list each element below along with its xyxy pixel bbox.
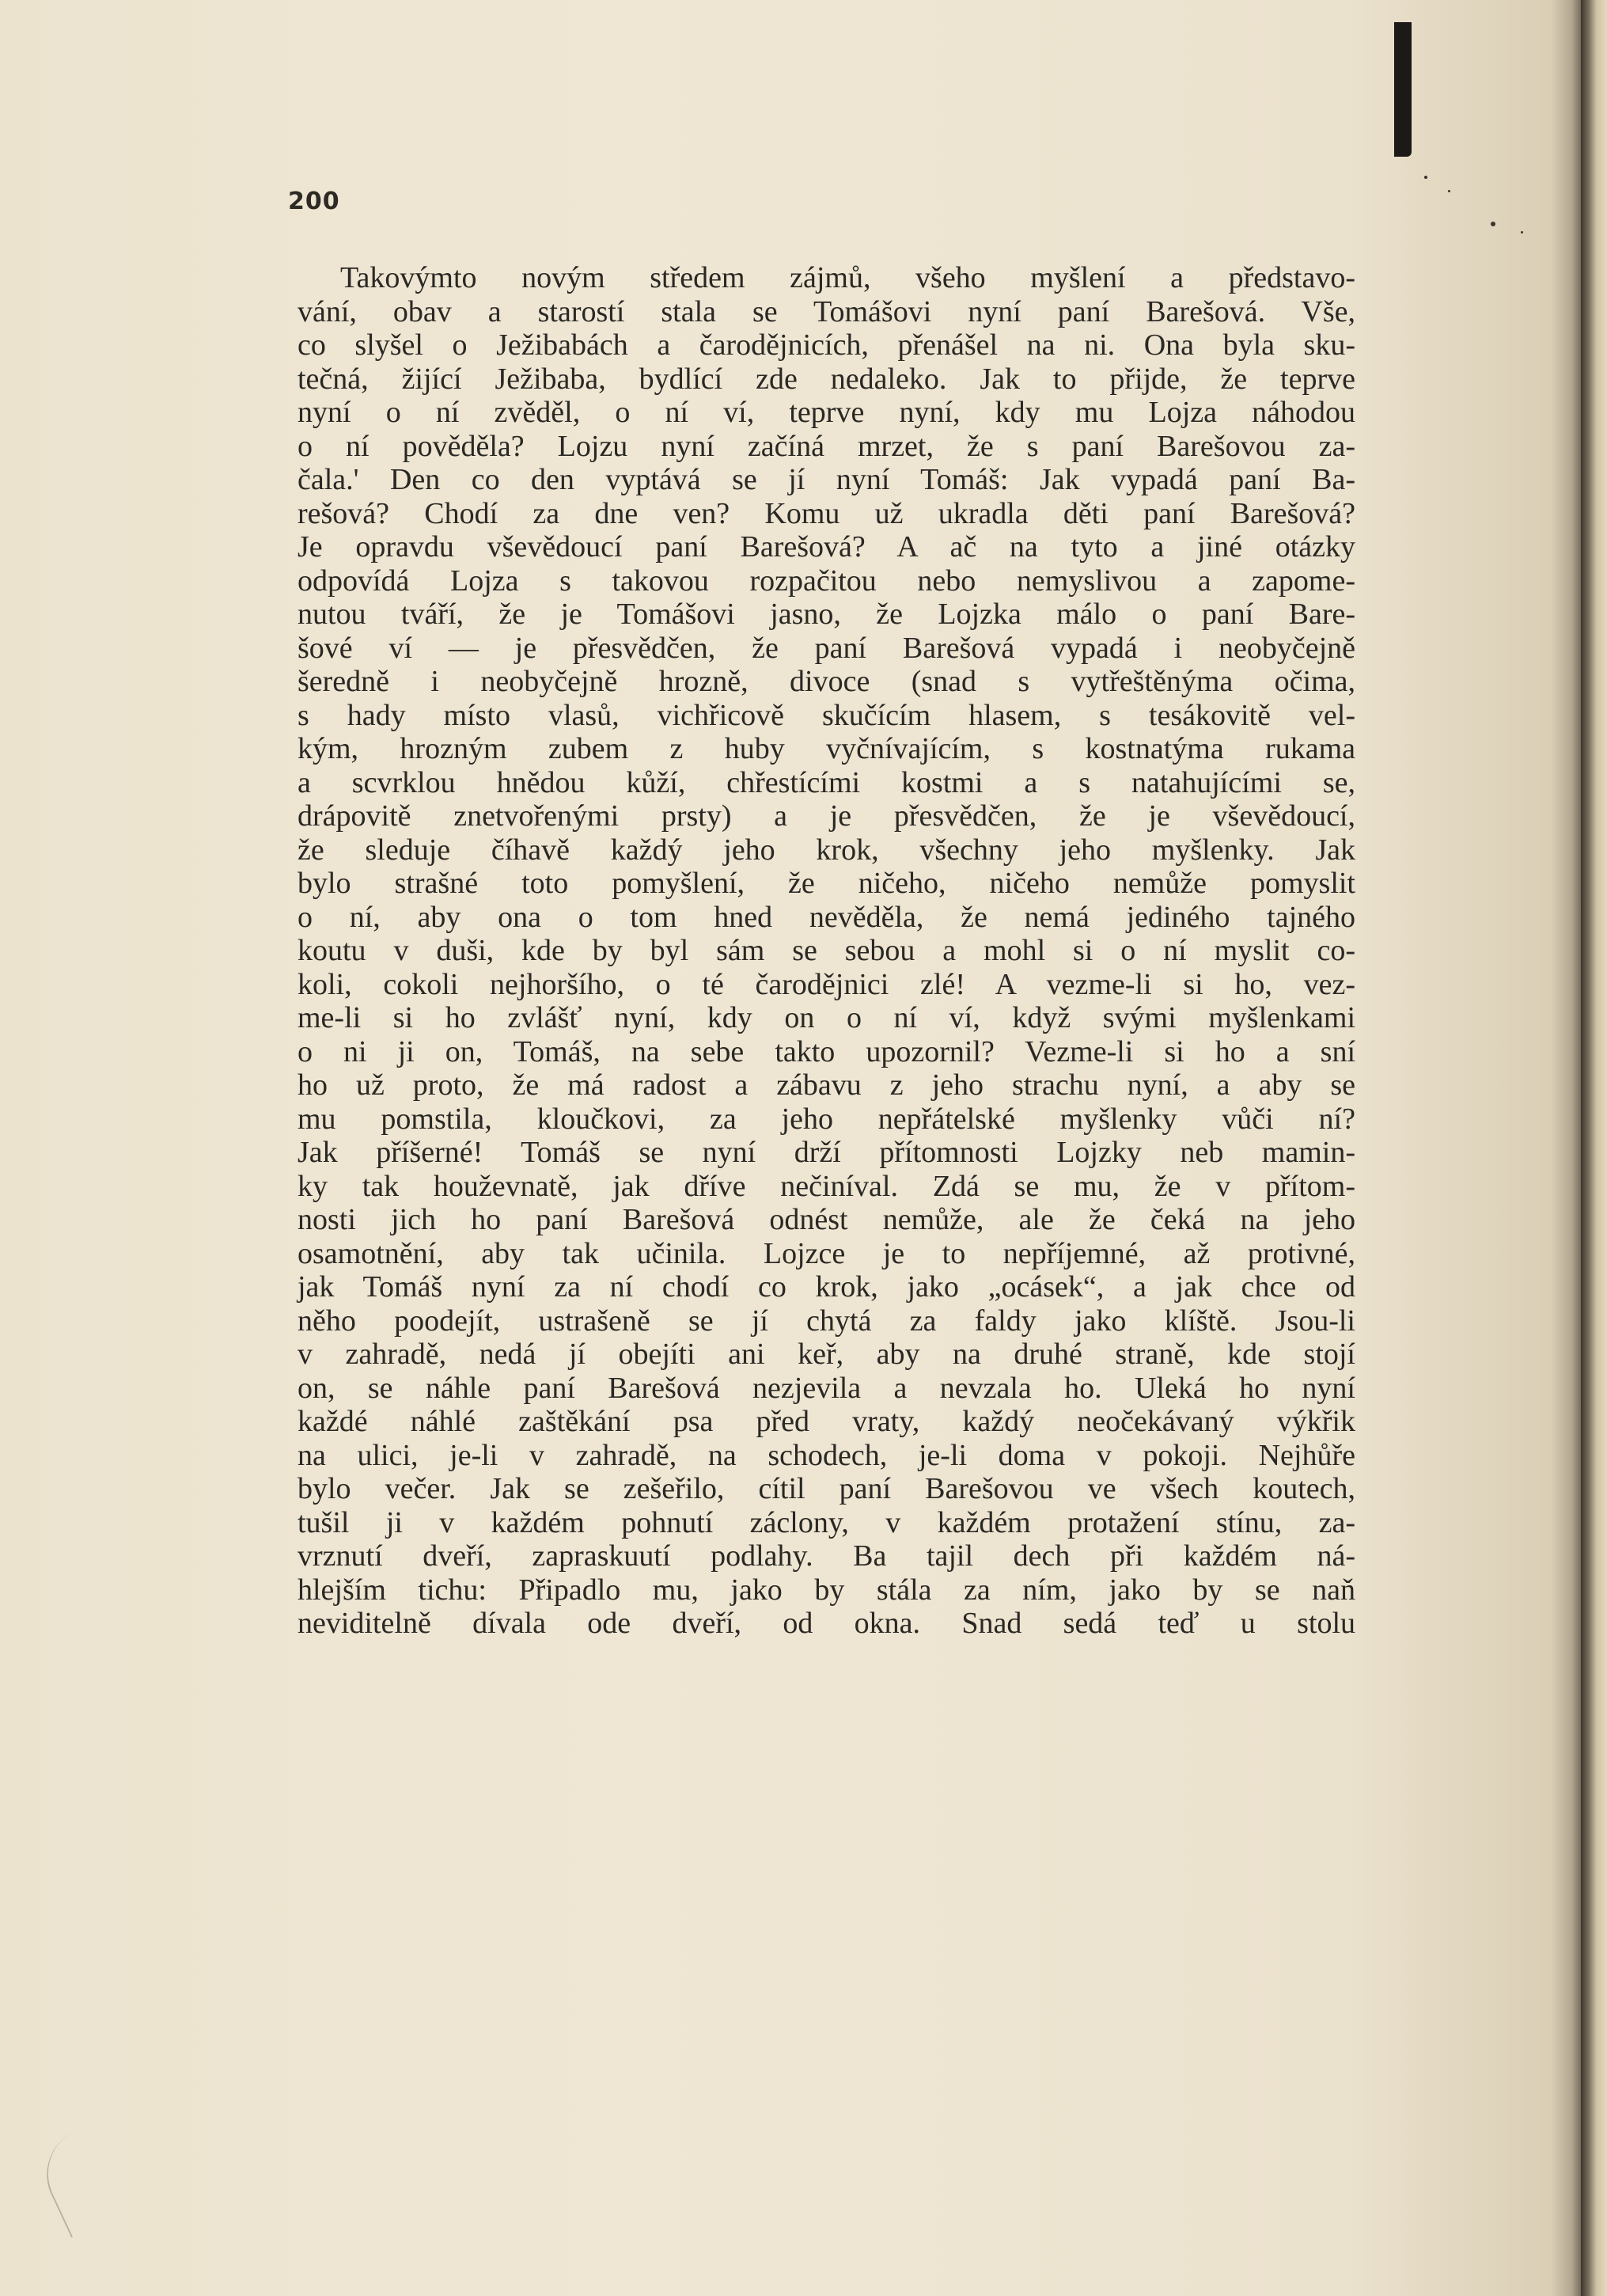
text-line: nosti jich ho paní Barešová odnést nemůže, ale že čeká na jeho: [298, 1203, 1355, 1236]
text-line: že sleduje číhavě každý jeho krok, všechny jeho myšlenky. Jak: [298, 833, 1355, 867]
text-line: tečná, žijící Ježibaba, bydlící zde nedaleko. Jak to přijde, že teprve: [298, 362, 1355, 396]
text-line: tušil ji v každém pohnutí záclony, v každém protažení stínu, za-: [298, 1505, 1355, 1539]
text-line: jak Tomáš nyní za ní chodí co krok, jako „ocásek“, a jak chce od: [298, 1270, 1355, 1304]
text-line: nutou tváří, že je Tomášovi jasno, že Lojzka málo o paní Bare-: [298, 598, 1355, 631]
text-line: na ulici, je-li v zahradě, na schodech, je-li doma v pokoji. Nejhůře: [298, 1438, 1355, 1472]
text-line: on, se náhle paní Barešová nezjevila a nevzala ho. Uleká ho nyní: [298, 1371, 1355, 1405]
page-number: 200: [288, 188, 340, 215]
body-text: [298, 261, 1355, 1641]
text-line: odpovídá Lojza s takovou rozpačitou nebo nemyslivou a zapome-: [298, 564, 1355, 598]
text-line: me-li si ho zvlášť nyní, kdy on o ní ví, když svými myšlenkami: [298, 1001, 1355, 1034]
text-line: ho už proto, že má radost a zábavu z jeho strachu nyní, a aby se: [298, 1068, 1355, 1102]
text-line: hlejším tichu: Připadlo mu, jako by stála za ním, jako by se naň: [298, 1573, 1355, 1607]
text-line: šové ví — je přesvědčen, že paní Barešová vypadá i neobyčejně: [298, 631, 1355, 665]
speck: [1424, 176, 1427, 179]
text-line: co slyšel o Ježibabách a čarodějnicích, přenášel na ni. Ona byla sku-: [298, 328, 1355, 362]
book-gutter: [1581, 0, 1607, 2296]
speck: [1491, 222, 1495, 226]
text-line: o ní, aby ona o tom hned nevěděla, že nemá jediného tajného: [298, 900, 1355, 934]
text-line: vrznutí dveří, zapraskuutí podlahy. Ba tajil dech při každém ná-: [298, 1539, 1355, 1573]
binding-mark: [1394, 22, 1412, 157]
text-line: a scvrklou hnědou kůží, chřestícími kostmi a s natahujícími se,: [298, 765, 1355, 799]
text-line: vání, obav a starostí stala se Tomášovi nyní paní Barešová. Vše,: [298, 294, 1355, 328]
text-line: bylo strašné toto pomyšlení, že ničeho, ničeho nemůže pomyslit: [298, 867, 1355, 900]
text-line: koli, cokoli nejhoršího, o té čarodějnici zlé! A vezme-li si ho, vez-: [298, 967, 1355, 1001]
text-line: osamotnění, aby tak učinila. Lojzce je to nepříjemné, až protivné,: [298, 1236, 1355, 1270]
text-line: něho poodejít, ustrašeně se jí chytá za faldy jako klíště. Jsou-li: [298, 1304, 1355, 1338]
text-line: v zahradě, nedá jí obejíti ani keř, aby na druhé straně, kde stojí: [298, 1338, 1355, 1371]
text-line: neviditelně dívala ode dveří, od okna. Snad sedá teď u stolu: [298, 1607, 1355, 1640]
spine-shadow: [1551, 0, 1581, 2296]
text-line: bylo večer. Jak se zešeřilo, cítil paní Barešovou ve všech koutech,: [298, 1472, 1355, 1505]
text-line: každé náhlé zaštěkání psa před vraty, každý neočekávaný výkřik: [298, 1405, 1355, 1438]
text-line: koutu v duši, kde by byl sám se sebou a mohl si o ní myslit co-: [298, 934, 1355, 967]
text-line: kým, hrozným zubem z huby vyčnívajícím, s kostnatýma rukama: [298, 732, 1355, 765]
speck: [1521, 231, 1523, 233]
text-line: nyní o ní zvěděl, o ní ví, teprve nyní, kdy mu Lojza náhodou: [298, 396, 1355, 429]
text-line: Takovýmto novým středem zájmů, všeho myšlení a představo-: [340, 261, 1355, 294]
text-line: s hady místo vlasů, vichřicově skučícím hlasem, s tesákovitě vel-: [298, 698, 1355, 732]
text-line: Je opravdu vševědoucí paní Barešová? A ač na tyto a jiné otázky: [298, 530, 1355, 564]
text-line: rešová? Chodí za dne ven? Komu už ukradla děti paní Barešová?: [298, 496, 1355, 530]
text-line: drápovitě znetvořenými prsty) a je přesvědčen, že je vševědoucí,: [298, 799, 1355, 833]
text-line: Jak příšerné! Tomáš se nyní drží přítomnosti Lojzky neb mamin-: [298, 1136, 1355, 1169]
text-line: o ní pověděla? Lojzu nyní začíná mrzet, že s paní Barešovou za-: [298, 429, 1355, 463]
text-line: šeredně i neobyčejně hrozně, divoce (snad s vytřeštěnýma očima,: [298, 665, 1355, 698]
text-line: o ni ji on, Tomáš, na sebe takto upozornil? Vezme-li si ho a sní: [298, 1034, 1355, 1068]
text-line: čala.' Den co den vyptává se jí nyní Tomáš: Jak vypadá paní Ba-: [298, 463, 1355, 496]
speck: [1448, 190, 1450, 192]
text-line: ky tak houževnatě, jak dříve nečiníval. Zdá se mu, že v přítom-: [298, 1169, 1355, 1203]
text-line: mu pomstila, kloučkovi, za jeho nepřátelské myšlenky vůči ní?: [298, 1102, 1355, 1136]
